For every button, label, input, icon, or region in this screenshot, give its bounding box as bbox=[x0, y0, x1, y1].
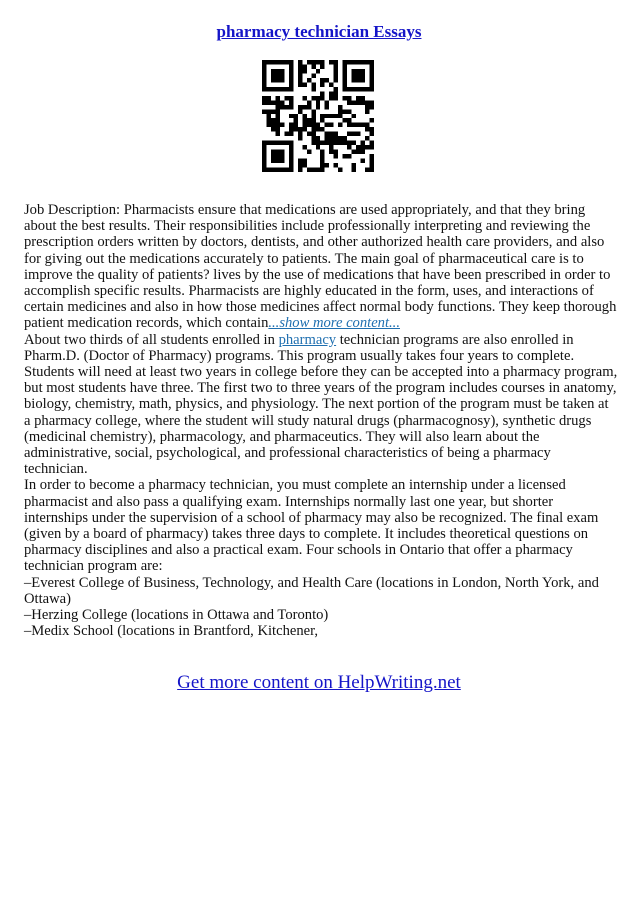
list-item: –Medix School (locations in Brantford, Kitchener, bbox=[24, 623, 319, 640]
paragraph-2 bbox=[24, 332, 618, 478]
paragraph-1-text: Job Description: Pharmacists ensure that medications are used appropriately, and that they bring about the best results. Their responsibilities include professionally interpreting and reviewing the prescription orders written by doctors, dentists, and other authorized health care providers, and also for giving out the medications accurately to patients. The main goal of pharmaceutical care is to improve the quality of patients? lives by the use of medications that have been prescribed in order to accomplish specific results. Pharmacists are highly educated in the form, uses, and interactions of certain medicines and also in how those medicines affect normal body functions. They keep thorough patient medication records, which contain bbox=[24, 202, 617, 332]
helpwriting-link[interactable]: Get more content on HelpWriting.net bbox=[177, 672, 461, 693]
paragraph-2-before: About two thirds of all students enrolled in bbox=[24, 331, 279, 348]
paragraph-1 bbox=[24, 202, 618, 332]
essay-body bbox=[24, 202, 618, 639]
title-link[interactable]: pharmacy technician Essays bbox=[216, 22, 422, 41]
footer bbox=[0, 672, 638, 694]
paragraph-2-after: technician programs are also enrolled in Pharm.D. (Doctor of Pharmacy) programs. This program usually takes four years to complete. Students will need at least two years in college before they can be accepted into a pharmacy program, but most students have three. The first two to three years of the program includes courses in anatomy, biology, chemistry, math, physics, and physiology. The next portion of the program must be taken at a pharmacy college, where the student will study natural drugs (pharmacognosy), synthetic drugs (medicinal chemistry), pharmacology, and pharmaceutics. They will also learn about the administrative, social, psychological, and professional characteristics of being a pharmacy technician. bbox=[24, 331, 618, 478]
qr-code-icon bbox=[262, 60, 374, 172]
list-item: –Herzing College (locations in Ottawa and Toronto) bbox=[24, 607, 329, 624]
paragraph-3: In order to become a pharmacy technician, you must complete an internship under a licensed pharmacist and also pass a qualifying exam. Internships normally last one year, but shorter internships under the supervision of a school of pharmacy may also be recognized. The final exam (given by a board of pharmacy) takes three days to complete. It includes theoretical questions on pharmacy disciplines and also a practical exam. Four schools in Ontario that offer a pharmacy technician program are: bbox=[24, 477, 599, 575]
list-item: –Everest College of Business, Technology, and Health Care (locations in London, North York, and Ottawa) bbox=[24, 574, 599, 607]
show-more-link[interactable]: ...show more content... bbox=[268, 315, 400, 332]
pharmacy-link[interactable]: pharmacy bbox=[278, 331, 337, 348]
page-title bbox=[0, 22, 638, 42]
